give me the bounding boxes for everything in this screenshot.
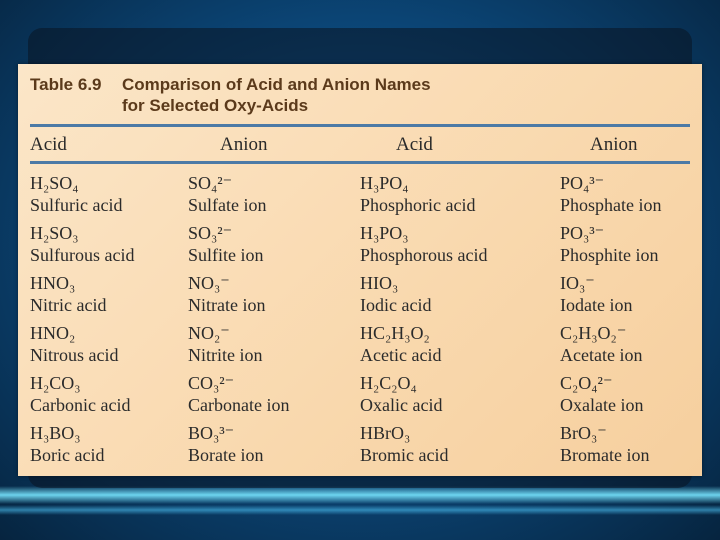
table-cell <box>560 422 649 466</box>
table-cell <box>560 272 632 316</box>
compound-name: Iodate ion <box>560 295 633 315</box>
table-card <box>18 64 702 476</box>
chemical-formula: HIO₃ <box>360 273 399 293</box>
column-header-acid-2: Acid <box>396 134 433 155</box>
background-light-streak <box>0 486 720 504</box>
table-cell <box>360 272 431 316</box>
chemical-formula: H₃BO₃ <box>30 423 81 443</box>
table-cell <box>360 422 448 466</box>
column-header-anion-1: Anion <box>220 134 268 155</box>
table-cell <box>560 172 662 216</box>
compound-name: Acetate ion <box>560 345 643 365</box>
table-cell <box>30 322 118 366</box>
table-cell <box>188 222 264 266</box>
header-bottom-rule <box>30 161 690 164</box>
table-cell <box>30 372 130 416</box>
table-number: Table 6.9 <box>30 75 102 94</box>
chemical-formula: NO₃⁻ <box>188 273 230 293</box>
table-cell <box>360 372 442 416</box>
table-cell <box>30 172 122 216</box>
chemical-formula: SO₃²⁻ <box>188 223 233 243</box>
table-cell <box>560 372 643 416</box>
compound-name: Carbonate ion <box>188 395 290 415</box>
table-title-line1: Comparison of Acid and Anion Names <box>122 75 431 94</box>
chemical-formula: BO₃³⁻ <box>188 423 235 443</box>
table-cell <box>188 422 263 466</box>
table-cell <box>360 172 475 216</box>
compound-name: Phosphorous acid <box>360 245 488 265</box>
table-cell <box>30 272 106 316</box>
compound-name: Borate ion <box>188 445 264 465</box>
table-cell <box>560 322 642 366</box>
chemical-formula: HC₂H₃O₂ <box>360 323 430 343</box>
compound-name: Acetic acid <box>360 345 442 365</box>
column-header-acid-1: Acid <box>30 134 67 155</box>
chemical-formula: PO₄³⁻ <box>560 173 605 193</box>
compound-name: Phosphate ion <box>560 195 662 215</box>
compound-name: Nitrate ion <box>188 295 266 315</box>
chemical-formula: H₂SO₃ <box>30 223 79 243</box>
table-cell <box>188 372 289 416</box>
table-cell <box>360 222 488 266</box>
chemical-formula: PO₃³⁻ <box>560 223 605 243</box>
compound-name: Nitric acid <box>30 295 107 315</box>
column-header-anion-2: Anion <box>590 134 638 155</box>
chemical-formula: C₂O₄²⁻ <box>560 373 613 393</box>
compound-name: Iodic acid <box>360 295 432 315</box>
table-title-line2: for Selected Oxy-Acids <box>122 96 309 115</box>
table-cell <box>30 422 104 466</box>
background-light-streak-secondary <box>0 505 720 515</box>
table-cell <box>360 322 441 366</box>
chemical-formula: IO₃⁻ <box>560 273 595 293</box>
chemical-formula: H₃PO₄ <box>360 173 409 193</box>
compound-name: Phosphite ion <box>560 245 659 265</box>
chemical-formula: CO₃²⁻ <box>188 373 235 393</box>
table-cell <box>560 222 659 266</box>
chemical-formula: SO₄²⁻ <box>188 173 233 193</box>
table-cell <box>188 322 263 366</box>
chemical-formula: HBrO₃ <box>360 423 411 443</box>
compound-name: Phosphoric acid <box>360 195 476 215</box>
compound-name: Oxalate ion <box>560 395 644 415</box>
chemical-formula: H₂CO₃ <box>30 373 81 393</box>
compound-name: Sulfate ion <box>188 195 267 215</box>
compound-name: Nitrite ion <box>188 345 263 365</box>
compound-name: Sulfite ion <box>188 245 264 265</box>
table-cell <box>188 272 265 316</box>
table-title <box>30 74 431 116</box>
compound-name: Sulfuric acid <box>30 195 123 215</box>
header-top-rule <box>30 124 690 127</box>
compound-name: Oxalic acid <box>360 395 443 415</box>
compound-name: Carbonic acid <box>30 395 131 415</box>
chemical-formula: NO₂⁻ <box>188 323 230 343</box>
compound-name: Boric acid <box>30 445 105 465</box>
compound-name: Bromic acid <box>360 445 449 465</box>
compound-name: Nitrous acid <box>30 345 119 365</box>
compound-name: Sulfurous acid <box>30 245 135 265</box>
table-cell <box>188 172 267 216</box>
compound-name: Bromate ion <box>560 445 650 465</box>
table-cell <box>30 222 134 266</box>
chemical-formula: H₂SO₄ <box>30 173 79 193</box>
chemical-formula: HNO₂ <box>30 323 76 343</box>
chemical-formula: H₂C₂O₄ <box>360 373 417 393</box>
chemical-formula: HNO₃ <box>30 273 76 293</box>
chemical-formula: C₂H₃O₂⁻ <box>560 323 627 343</box>
chemical-formula: BrO₃⁻ <box>560 423 607 443</box>
chemical-formula: H₃PO₃ <box>360 223 409 243</box>
